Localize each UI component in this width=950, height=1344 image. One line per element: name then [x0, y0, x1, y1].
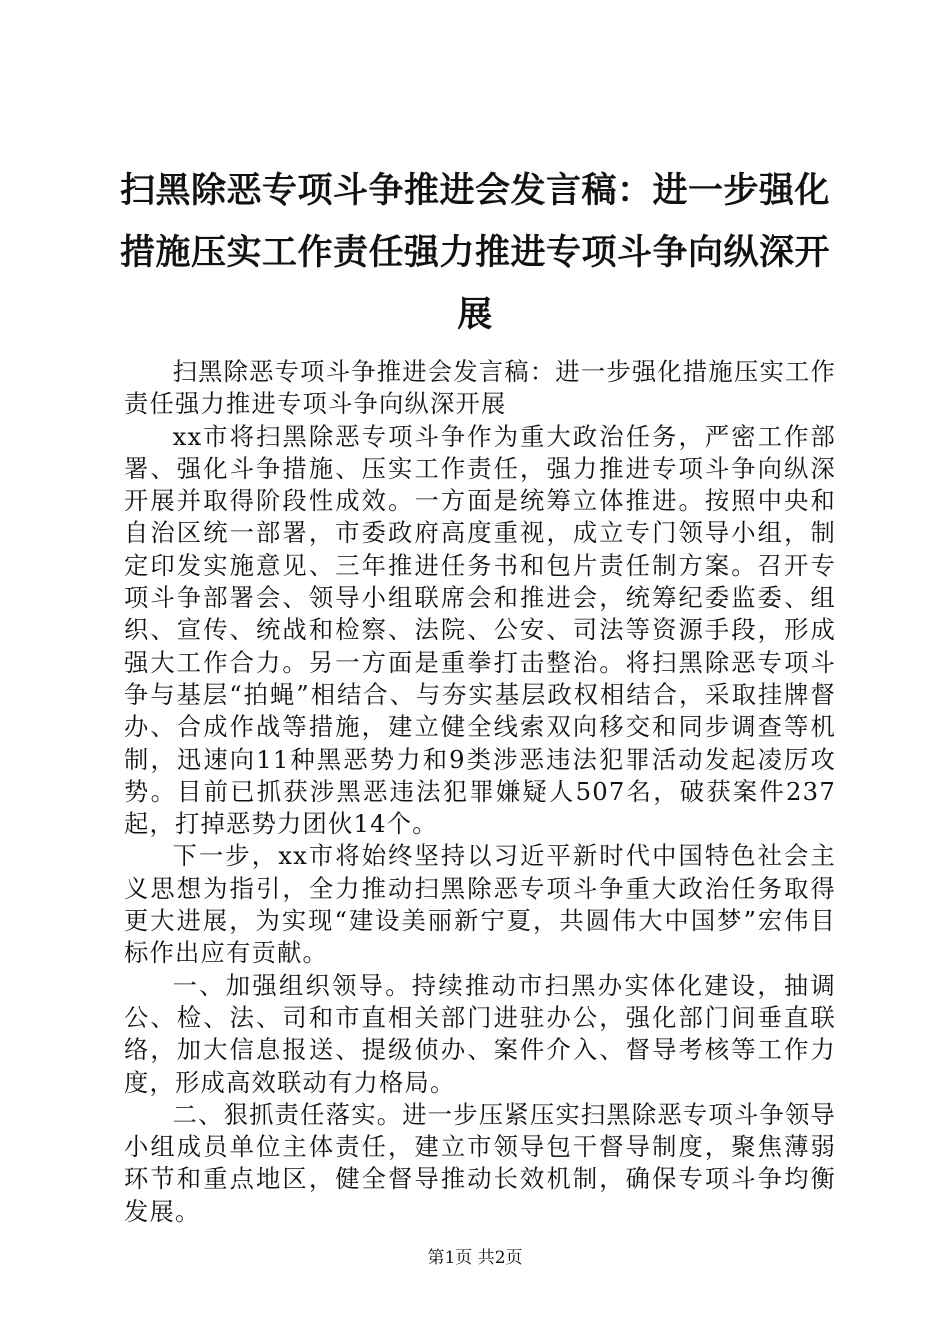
document-body [124, 356, 836, 1228]
paragraph-summary: xx市将扫黑除恶专项斗争作为重大政治任务，严密工作部署、强化斗争措施、压实工作责任，强力推进专项斗争向纵深开展并取得阶段性成效。一方面是统筹立体推进。按照中央和自治区统一部署，市委政府高度重视，成立专门领导小组，制定印发实施意见、三年推进任务书和包片责任制方案。召开专项斗争部署会、领导小组联席会和推进会，统筹纪委监委、组织、宣传、统战和检察、法院、公安、司法等资源手段，形成强大工作合力。另一方面是重拳打击整治。将扫黑除恶专项斗争与基层“拍蝇”相结合、与夯实基层政权相结合，采取挂牌督办、合成作战等措施，建立健全线索双向移交和同步调查等机制，迅速向11种黑恶势力和9类涉恶违法犯罪活动发起凌厉攻势。目前已抓获涉黑恶违法犯罪嫌疑人507名，破获案件237起，打掉恶势力团伙14个。 [124, 421, 836, 839]
paragraph-subtitle: 扫黑除恶专项斗争推进会发言稿：进一步强化措施压实工作责任强力推进专项斗争向纵深开展 [124, 357, 836, 419]
paragraph-item-1: 一、加强组织领导。持续推动市扫黑办实体化建设，抽调公、检、法、司和市直相关部门进驻办公，强化部门间垂直联络，加大信息报送、提级侦办、案件介入、督导考核等工作力度，形成高效联动有力格局。 [124, 970, 836, 1097]
document-title: 扫黑除恶专项斗争推进会发言稿：进一步强化措施压实工作责任强力推进专项斗争向纵深开展 [119, 171, 830, 335]
paragraph-next-step: 下一步，xx市将始终坚持以习近平新时代中国特色社会主义思想为指引，全力推动扫黑除恶专项斗争重大政治任务取得更大进展，为实现“建设美丽新宁夏，共圆伟大中国梦”宏伟目标作出应有贡献。 [124, 841, 836, 968]
page-number-footer: 第1页 共2页 [427, 1248, 523, 1268]
paragraph-item-2: 二、狠抓责任落实。进一步压紧压实扫黑除恶专项斗争领导小组成员单位主体责任，建立市领导包干督导制度，聚焦薄弱环节和重点地区，健全督导推动长效机制，确保专项斗争均衡发展。 [124, 1099, 836, 1226]
